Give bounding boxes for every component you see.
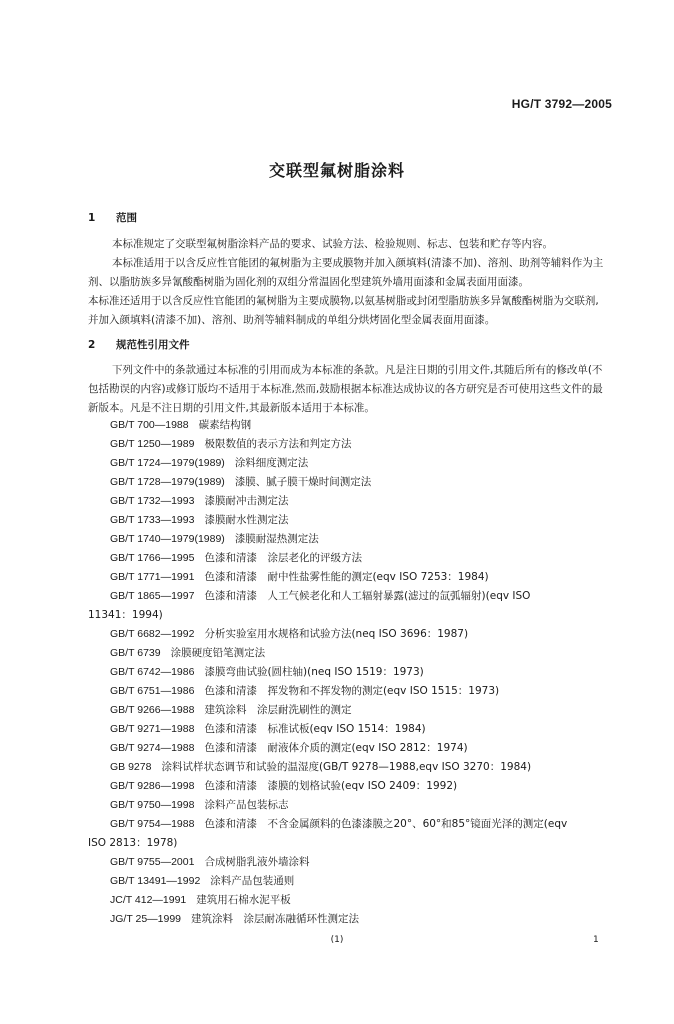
reference-item [110, 683, 499, 698]
reference-code: GB/T 6739 [110, 647, 161, 659]
reference-item [110, 816, 567, 831]
reference-item [110, 626, 468, 641]
reference-code: GB/T 9755—2001 [110, 856, 195, 868]
reference-title: 色漆和清漆 不含金属颜料的色漆漆膜之20°、60°和85°镜面光泽的测定(eqv [204, 818, 568, 830]
reference-code: JG/T 25—1999 [110, 913, 182, 925]
reference-item [110, 474, 371, 489]
reference-continuation: ISO 2813：1978) [88, 837, 178, 849]
reference-code: GB/T 1740—1979(1989) [110, 533, 225, 545]
reference-item [110, 550, 362, 565]
reference-title: 色漆和清漆 漆膜的划格试验(eqv ISO 2409：1992) [204, 780, 458, 792]
section-1-paragraph: 本标准规定了交联型氟树脂涂料产品的要求、试验方法、检验规则、标志、包装和贮存等内容。 [112, 238, 553, 250]
reference-item [110, 759, 531, 774]
reference-item [110, 702, 351, 717]
document-title: 交联型氟树脂涂料 [268, 161, 405, 180]
reference-code: GB/T 1865—1997 [110, 590, 195, 602]
reference-item [110, 664, 424, 679]
section-1-number: 1 [88, 212, 96, 224]
reference-code: GB/T 1766—1995 [110, 552, 195, 564]
reference-code: GB/T 9266—1988 [110, 704, 195, 716]
reference-title: 涂料产品包装标志 [204, 799, 289, 811]
reference-code: JC/T 412—1991 [110, 894, 187, 906]
reference-item [110, 797, 288, 812]
reference-item [110, 455, 308, 470]
section-2-number: 2 [88, 339, 96, 351]
reference-item [110, 721, 426, 736]
reference-code: GB/T 1728—1979(1989) [110, 476, 225, 488]
reference-title: 涂料细度测定法 [234, 457, 309, 469]
reference-title: 涂料试样状态调节和试验的温湿度(GB/T 9278—1988,eqv ISO 3270：1984) [161, 761, 532, 773]
reference-code: GB/T 9271—1988 [110, 723, 195, 735]
reference-title: 色漆和清漆 人工气候老化和人工辐射暴露(滤过的氙弧辐射)(eqv ISO [204, 590, 531, 602]
reference-item [110, 588, 530, 603]
reference-code: GB/T 9750—1998 [110, 799, 195, 811]
reference-item [110, 873, 294, 888]
reference-item [110, 531, 319, 546]
reference-title: 色漆和清漆 标准试板(eqv ISO 1514：1984) [204, 723, 426, 735]
reference-title: 色漆和清漆 挥发物和不挥发物的测定(eqv ISO 1515：1973) [204, 685, 500, 697]
reference-code: GB/T 6751—1986 [110, 685, 195, 697]
reference-title: 建筑涂料 涂层耐洗刷性的测定 [204, 704, 352, 716]
reference-title: 漆膜耐湿热测定法 [234, 533, 319, 545]
reference-code: GB/T 9286—1998 [110, 780, 195, 792]
reference-title: 色漆和清漆 涂层老化的评级方法 [204, 552, 362, 564]
reference-item [110, 512, 288, 527]
reference-title: 建筑用石棉水泥平板 [196, 894, 291, 906]
reference-title: 漆膜、腻子膜干燥时间测定法 [234, 476, 372, 488]
reference-code: GB/T 13491—1992 [110, 875, 201, 887]
section-2-intro: 下列文件中的条款通过本标准的引用而成为本标准的条款。凡是注日期的引用文件,其随后所有的修改单(不包括勘误的内容)或修订版均不适用于本标准,然而,鼓励根据本标准达成协议的各方研究是否可使用这些文件的最新版本。凡是不注日期的引用文件,其最新版本适用于本标准。 [88, 364, 603, 414]
reference-title: 漆膜耐水性测定法 [204, 514, 289, 526]
reference-code: GB/T 6742—1986 [110, 666, 195, 678]
reference-title: 色漆和清漆 耐液体介质的测定(eqv ISO 2812：1974) [204, 742, 468, 754]
side-mark: 1 [593, 935, 599, 945]
reference-code: GB/T 1724—1979(1989) [110, 457, 225, 469]
reference-item [110, 493, 288, 508]
reference-code: GB/T 1733—1993 [110, 514, 195, 526]
reference-item [110, 569, 489, 584]
standard-code: HG/T 3792—2005 [511, 97, 612, 111]
reference-item [110, 854, 309, 869]
reference-code: GB/T 9754—1988 [110, 818, 195, 830]
reference-title: 漆膜弯曲试验(圆柱轴)(neq ISO 1519：1973) [204, 666, 424, 678]
reference-item [110, 645, 265, 660]
reference-code: GB/T 1250—1989 [110, 438, 195, 450]
reference-continuation: 11341：1994) [88, 609, 163, 621]
reference-title: 涂料产品包装通则 [210, 875, 295, 887]
reference-code: GB/T 700—1988 [110, 419, 189, 431]
reference-title: 色漆和清漆 耐中性盐雾性能的测定(eqv ISO 7253：1984) [204, 571, 489, 583]
section-1-paragraph: 本标准适用于以含反应性官能团的氟树脂为主要成膜物并加入颜填料(清漆不加)、溶剂、助剂等辅料作为主剂、以脂肪族多异氰酸酯树脂为固化剂的双组分常温固化型建筑外墙用面漆和金属表面用面漆。 [88, 257, 604, 288]
reference-code: GB/T 9274—1988 [110, 742, 195, 754]
reference-title: 漆膜耐冲击测定法 [204, 495, 289, 507]
reference-code: GB 9278 [110, 761, 152, 773]
reference-title: 合成树脂乳液外墙涂料 [204, 856, 310, 868]
reference-item [110, 740, 468, 755]
reference-item [110, 436, 351, 451]
section-1-paragraph: 本标准还适用于以含反应性官能团的氟树脂为主要成膜物,以氨基树脂或封闭型脂肪族多异氰酸酯树脂为交联剂,并加入颜填料(清漆不加)、溶剂、助剂等辅料制成的单组分烘烤固化型金属表面用面漆。 [88, 295, 599, 326]
reference-title: 建筑涂料 涂层耐冻融循环性测定法 [191, 913, 360, 925]
section-2-heading [88, 337, 190, 352]
section-1-heading [88, 210, 137, 225]
reference-item [110, 892, 291, 907]
reference-code: GB/T 1732—1993 [110, 495, 195, 507]
reference-item [110, 417, 251, 432]
section-1-title: 范围 [116, 212, 137, 224]
reference-title: 极限数值的表示方法和判定方法 [204, 438, 352, 450]
reference-code: GB/T 6682—1992 [110, 628, 195, 640]
reference-item [110, 911, 359, 926]
reference-title: 碳素结构钢 [198, 419, 252, 431]
page-number: (1) [330, 935, 344, 945]
section-2-title: 规范性引用文件 [116, 339, 190, 351]
reference-item [110, 778, 457, 793]
reference-title: 分析实验室用水规格和试验方法(neq ISO 3696：1987) [204, 628, 469, 640]
reference-title: 涂膜硬度铅笔测定法 [170, 647, 266, 659]
reference-code: GB/T 1771—1991 [110, 571, 195, 583]
